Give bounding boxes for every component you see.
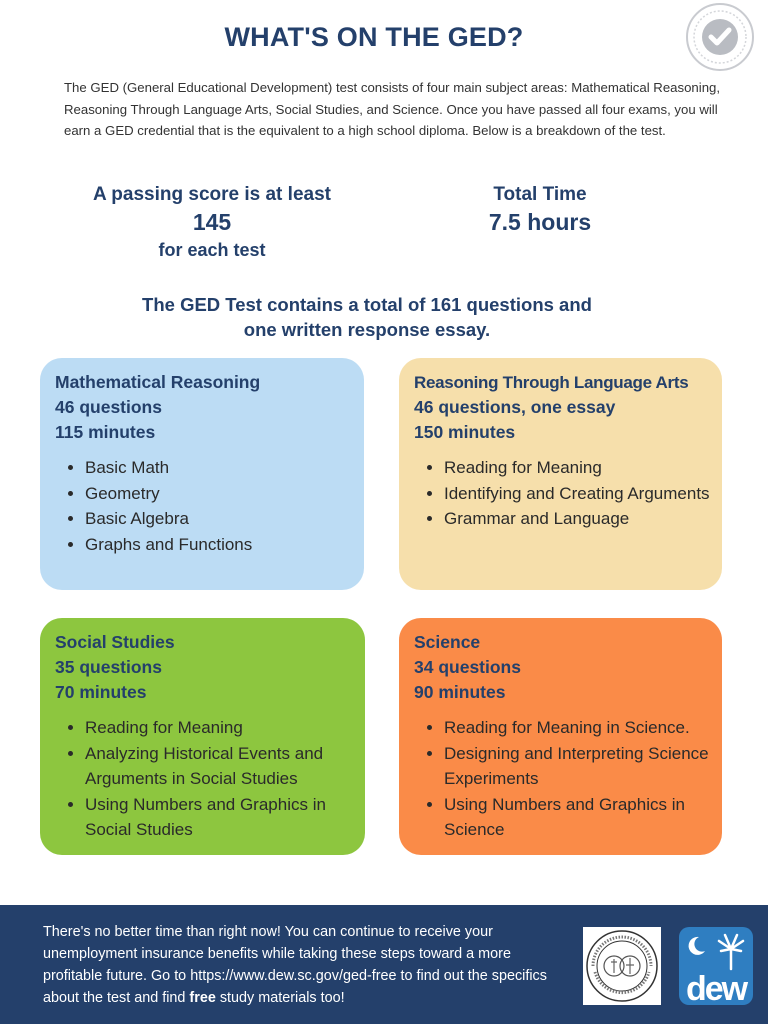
card-language-arts [399,358,722,590]
list-item: • Using Numbers and Graphics in Social Studies [85,792,355,843]
dew-logo [679,927,753,1005]
topic-list [414,455,712,532]
list-item: • Geometry [85,481,354,507]
topic-list [55,715,355,843]
list-item: • Grammar and Language [444,506,712,532]
card-social-studies [40,618,365,855]
card-heading: Reasoning Through Language Arts [414,373,689,392]
passing-score-label: A passing score is at least [93,184,331,205]
list-item: • Reading for Meaning in Science. [444,715,712,741]
card-questions: 46 questions [55,397,162,417]
footer-banner [0,905,768,1024]
card-minutes: 70 minutes [55,682,147,702]
list-item: • Analyzing Historical Events and Arguments in Social Studies [85,741,355,792]
list-item: • Using Numbers and Graphics in Science [444,792,712,843]
list-item: • Graphs and Functions [85,532,354,558]
card-questions: 34 questions [414,657,521,677]
card-minutes: 90 minutes [414,682,506,702]
total-questions [0,292,734,342]
card-heading: Science [414,632,481,652]
card-minutes: 115 minutes [55,422,156,442]
approved-seal-icon [685,2,755,72]
card-science [399,618,722,855]
list-item: • Identifying and Creating Arguments [444,481,712,507]
topic-list [414,715,712,843]
total-time-value: 7.5 hours [488,209,592,235]
total-time-label: Total Time [493,184,587,205]
total-questions-line1: The GED Test contains a total of 161 questions and [142,294,592,315]
list-item: • Basic Algebra [85,506,354,532]
list-item: • Reading for Meaning [444,455,712,481]
footer-text [43,921,553,1009]
list-item: • Designing and Interpreting Science Experiments [444,741,712,792]
card-mathematical-reasoning [40,358,364,590]
footer-free-word: free [189,990,216,1006]
card-minutes: 150 minutes [414,422,516,442]
card-heading: Mathematical Reasoning [55,372,261,392]
passing-score [70,183,354,263]
list-item: • Basic Math [85,455,354,481]
passing-score-value: 145 [192,209,232,235]
sc-department-of-education-seal-icon [583,927,661,1005]
total-questions-line2: one written response essay. [243,319,491,340]
card-heading: Social Studies [55,632,175,652]
intro-paragraph: The GED (General Educational Development) test consists of four main subject areas: Mathematical Reasoning, Reasoning Through Language Arts, Social Studies, and Science. Once you have passed all four exams, you will earn a GED credential that is the equivalent to a high school diploma. Below is a breakdown of the test. [64,80,721,138]
footer-text-start: There's no better time than right now! You can continue to receive your unemployment insurance benefits while taking these steps toward a more profitable future. Go to https://www.dew.sc.gov/ged-free to find out the specifics about the test and find [43,924,547,1006]
page-title: WHAT'S ON THE GED? [224,22,524,52]
card-questions: 35 questions [55,657,162,677]
footer-text-end: study materials too! [215,990,345,1006]
card-questions: 46 questions, one essay [414,397,616,417]
list-item: • Reading for Meaning [85,715,355,741]
total-time [430,183,650,237]
passing-score-note: for each test [158,240,266,260]
dew-logo-text: dew [685,970,747,1005]
topic-list [55,455,354,557]
